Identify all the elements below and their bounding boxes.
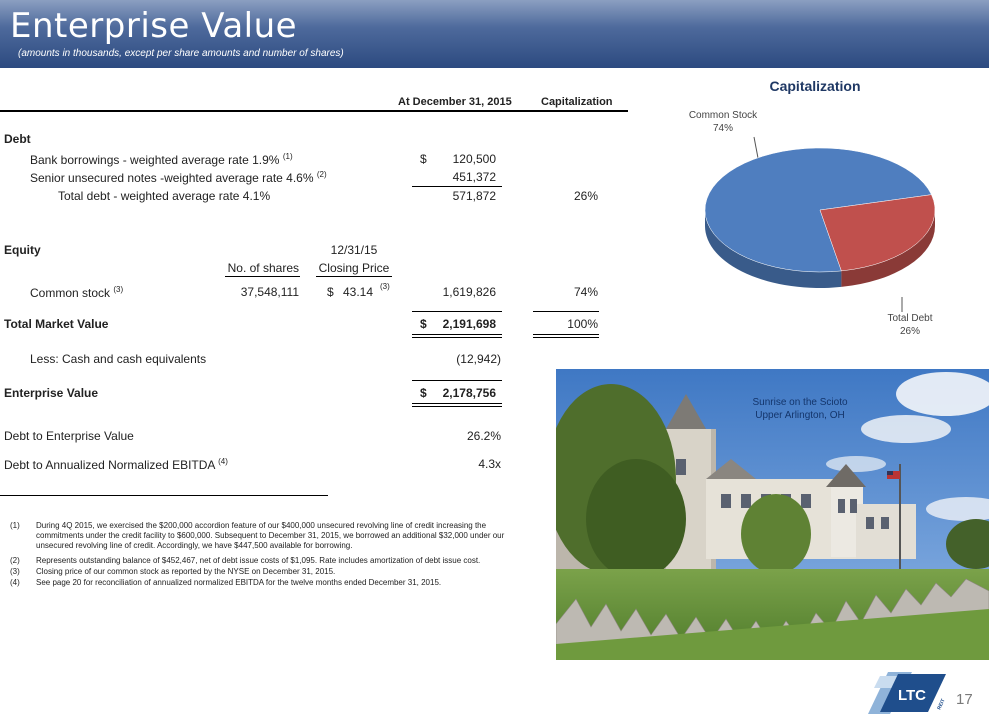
ev-dollar-sign: $ xyxy=(420,386,427,400)
footnote-ref: (3) xyxy=(380,282,390,291)
footnote-4 xyxy=(10,578,570,588)
debt-to-ebitda-text: Debt to Annualized Normalized EBITDA xyxy=(4,458,215,472)
senior-notes-text: Senior unsecured notes -weighted average rate 4.6% xyxy=(30,171,314,185)
header-rule xyxy=(0,110,628,112)
common-stock-value: 1,619,826 xyxy=(442,285,496,299)
subtotal-rule xyxy=(412,186,502,187)
leader-line-common-stock xyxy=(754,137,758,158)
slice-pct-common-stock: 74% xyxy=(712,123,734,134)
ev-double-rule-1 xyxy=(412,403,502,404)
slice-pct-total-debt: 26% xyxy=(899,326,921,337)
caption-line-1: Sunrise on the Scioto xyxy=(752,397,848,408)
tmv-cap-double-rule-2 xyxy=(533,337,599,338)
footnote-number: (2) xyxy=(10,556,20,565)
common-shares-value: 37,548,111 xyxy=(240,285,299,299)
equity-heading: Equity xyxy=(4,243,41,257)
slice-label-common-stock: Common Stock xyxy=(688,110,758,121)
footnote-number: (4) xyxy=(10,578,20,587)
debt-to-ebitda-label xyxy=(4,457,228,472)
ev-double-rule-2 xyxy=(412,406,502,407)
senior-notes-value: 451,372 xyxy=(452,170,496,184)
page-number: 17 xyxy=(956,691,973,708)
tmv-double-rule-1 xyxy=(412,334,502,335)
column-header-capitalization: Capitalization xyxy=(541,96,613,108)
page-subtitle: (amounts in thousands, except per share amounts and number of shares) xyxy=(18,48,344,59)
footnote-ref: (3) xyxy=(113,285,124,294)
shares-header-rule xyxy=(225,276,300,277)
closing-price-value: 43.14 xyxy=(343,285,374,299)
tmv-dollar-sign: $ xyxy=(420,317,427,331)
bank-borrowings-value: 120,500 xyxy=(452,152,496,166)
footnote-ref: (4) xyxy=(218,457,228,466)
logo-text: LTC xyxy=(897,687,927,704)
bank-borrowings-label xyxy=(30,152,293,167)
closing-price-header: Closing Price xyxy=(318,261,390,275)
debt-to-ev-value: 26.2% xyxy=(466,429,501,443)
footnote-text: During 4Q 2015, we exercised the $200,000 accordion feature of our $400,000 unsecured revolving line of credit increasing the commitments under the credit facility to $600,000. Subsequent to December 31, 2015, we borrowed an additional $32,000 under our unsecured revolving line of credit. Accordingly, we have $447,500 available for borrowing. xyxy=(36,521,505,550)
total-debt-label: Total debt - weighted average rate 4.1% xyxy=(58,189,271,203)
footnote-2 xyxy=(10,556,570,566)
footnote-ref: (2) xyxy=(316,170,327,179)
footnote-3 xyxy=(10,567,570,577)
footnote-ref: (1) xyxy=(282,152,293,161)
footnote-separator xyxy=(0,495,328,496)
chart-title: Capitalization xyxy=(769,78,861,94)
common-stock-label xyxy=(30,285,123,300)
footnote-text: See page 20 for reconciliation of annualized normalized EBITDA for the twelve months ended December 31, 2015. xyxy=(36,578,442,587)
total-market-value-label: Total Market Value xyxy=(4,317,109,331)
page-title: Enterprise Value xyxy=(10,6,298,46)
footnote-text: Closing price of our common stock as reported by the NYSE on December 31, 2015. xyxy=(36,567,336,576)
debt-to-ev-label: Debt to Enterprise Value xyxy=(4,429,134,443)
debt-heading: Debt xyxy=(4,132,31,146)
price-dollar-sign: $ xyxy=(327,285,334,299)
ev-top-rule xyxy=(412,380,502,381)
less-cash-value: (12,942) xyxy=(456,352,501,366)
slice-label-total-debt: Total Debt xyxy=(887,313,933,324)
closing-date-header: 12/31/15 xyxy=(330,243,378,257)
common-stock-cap: 74% xyxy=(573,285,598,299)
enterprise-value-label: Enterprise Value xyxy=(4,386,99,400)
total-market-value: 2,191,698 xyxy=(442,317,496,331)
tmv-top-rule xyxy=(412,311,502,312)
footnote-1 xyxy=(10,521,570,555)
total-debt-value: 571,872 xyxy=(452,189,496,203)
shares-header: No. of shares xyxy=(227,261,299,275)
total-debt-cap: 26% xyxy=(573,189,598,203)
less-cash-label: Less: Cash and cash equivalents xyxy=(30,352,207,366)
senior-notes-label xyxy=(30,170,327,185)
tmv-cap-double-rule-1 xyxy=(533,334,599,335)
logo-subtext: REIT xyxy=(936,697,947,711)
footnote-number: (3) xyxy=(10,567,20,576)
enterprise-value: 2,178,756 xyxy=(442,386,496,400)
footnote-number: (1) xyxy=(10,521,20,530)
capitalization-pie-chart xyxy=(680,72,980,362)
debt-to-ebitda-value: 4.3x xyxy=(478,457,501,471)
photo-caption xyxy=(740,396,860,422)
price-header-rule xyxy=(316,276,392,277)
tmv-double-rule-2 xyxy=(412,337,502,338)
footnote-text: Represents outstanding balance of $452,467, net of debt issue costs of $1,095. Rate includes amortization of debt issue cost. xyxy=(36,556,481,565)
ltc-reit-logo xyxy=(868,670,950,716)
tmv-cap-top-rule xyxy=(533,311,599,312)
common-stock-text: Common stock xyxy=(30,286,111,300)
pie-slices xyxy=(705,148,935,288)
column-header-date: At December 31, 2015 xyxy=(398,96,512,108)
bank-borrowings-text: Bank borrowings - weighted average rate 1.9% xyxy=(30,153,280,167)
title-banner xyxy=(0,0,989,68)
total-market-cap: 100% xyxy=(567,317,598,331)
bank-dollar-sign: $ xyxy=(420,152,427,166)
caption-line-2: Upper Arlington, OH xyxy=(755,410,845,421)
